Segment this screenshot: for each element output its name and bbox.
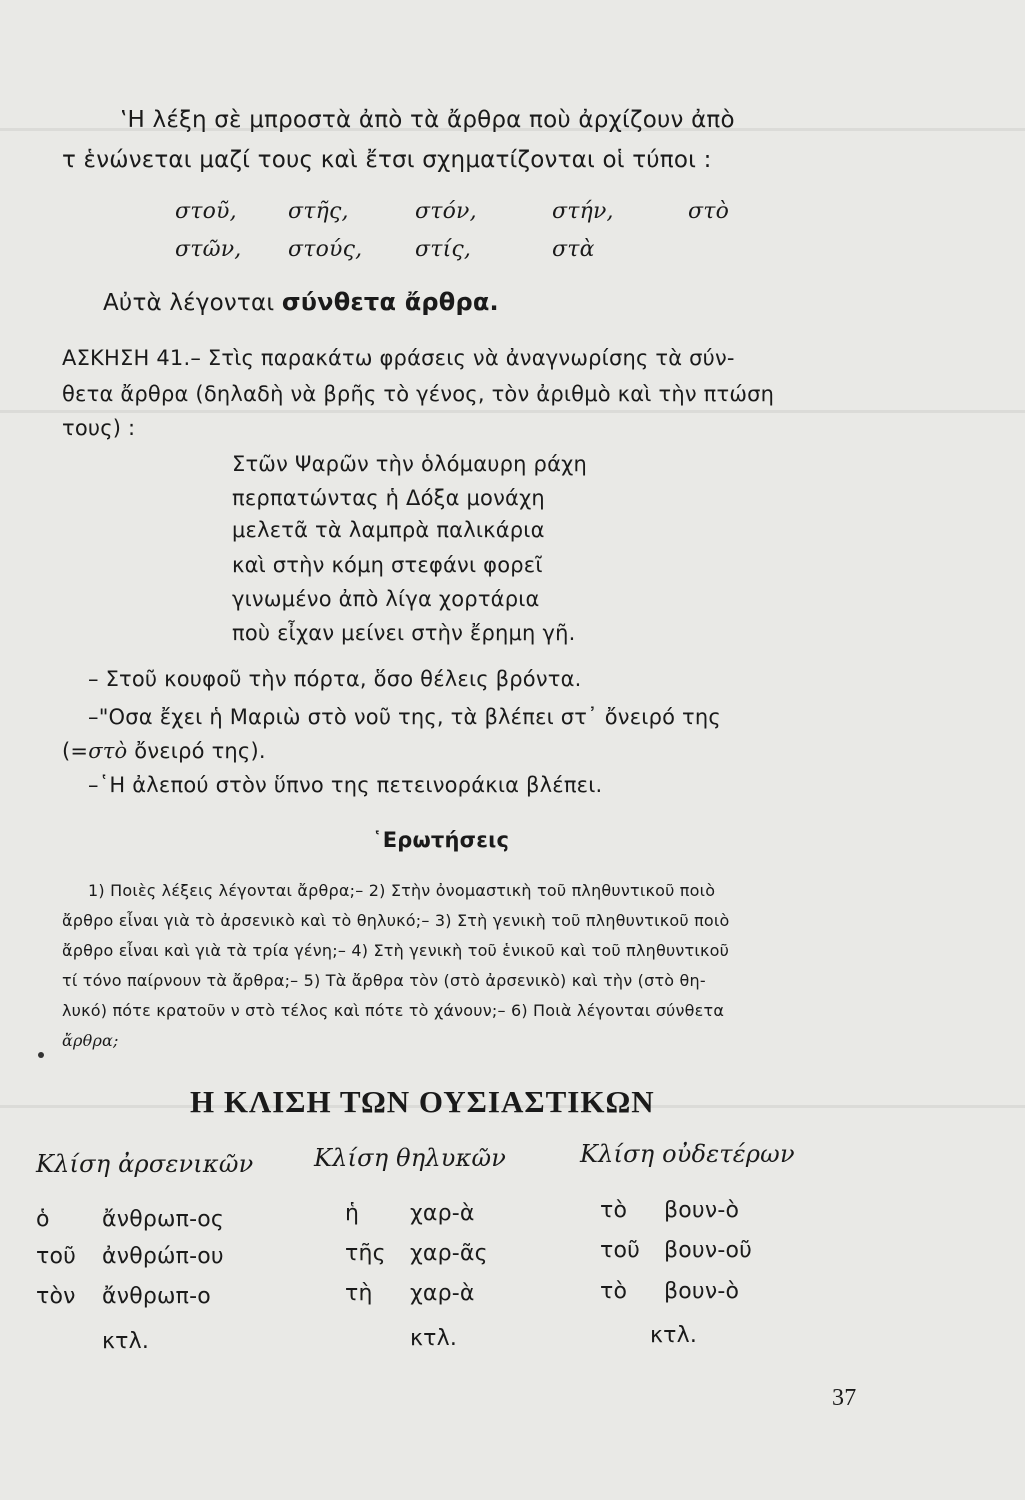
masc-article-nom: ὁ [36, 1207, 50, 1232]
form-sto: στὸ [688, 199, 730, 224]
form-stous: στούς, [288, 237, 363, 262]
bullet-dot [38, 1052, 44, 1058]
neut-form-nom: βουν-ὸ [664, 1198, 740, 1223]
sentence-2: –"Οσα ἔχει ἡ Μαριὼ στὸ νοῦ της, τὰ βλέπει στ᾽ ὄνειρό της [88, 705, 721, 729]
header-masculine: Κλίση ἀρσενικῶν [36, 1150, 254, 1178]
masc-article-gen: τοῦ [36, 1244, 77, 1269]
compound-term: σύνθετα ἄρθρα. [281, 288, 499, 316]
intro-line-1: ‛Η λέξη σὲ μπροστὰ ἀπὸ τὰ ἄρθρα ποὺ ἀρχίζουν ἀπὸ [120, 107, 735, 133]
questions-line-3: ἄρθρο εἶναι καὶ γιὰ τὰ τρία γένη;– 4) Στὴ γενικὴ τοῦ ἑνικοῦ καὶ τοῦ πληθυντικοῦ [62, 941, 730, 960]
poem-line-1: Στῶν Ψαρῶν τὴν ὁλόμαυρη ράχη [232, 452, 587, 476]
header-feminine: Κλίση θηλυκῶν [314, 1144, 507, 1172]
questions-line-4: τί τόνο παίρνουν τὰ ἄρθρα;– 5) Τὰ ἄρθρα τὸν (στὸ ἀρσενικὸ) καὶ τὴν (στὸ θη- [62, 971, 706, 990]
form-sta: στὰ [552, 237, 595, 262]
declension-title: Η ΚΛΙΣΗ ΤΩΝ ΟΥΣΙΑΣΤΙΚΩΝ [190, 1084, 655, 1119]
questions-line-5: λυκό) πότε κρατοῦν ν στὸ τέλος καὶ πότε τὸ χάνουν;– 6) Ποιὰ λέγονται σύνθετα [62, 1001, 725, 1020]
scan-artifact [0, 410, 1025, 413]
exercise-line-2: θετα ἄρθρα (δηλαδὴ νὰ βρῆς τὸ γένος, τὸν ἀριθμὸ καὶ τὴν πτώση [62, 382, 775, 406]
poem-line-5: γινωμένο ἀπὸ λίγα χορτάρια [232, 587, 540, 611]
fem-form-nom: χαρ-ὰ [410, 1201, 475, 1226]
questions-line-2: ἄρθρο εἶναι γιὰ τὸ ἀρσενικὸ καὶ τὸ θηλυκό;– 3) Στὴ γενικὴ τοῦ πληθυντικοῦ ποιὸ [62, 911, 730, 930]
questions-heading: ῾Ερωτήσεις [372, 828, 510, 852]
poem-line-4: καὶ στὴν κόμη στεφάνι φορεῖ [232, 553, 543, 577]
fem-etc: κτλ. [410, 1326, 458, 1351]
form-stin: στήν, [552, 199, 614, 224]
fem-article-gen: τῆς [345, 1241, 386, 1266]
neut-article-acc: τὸ [600, 1279, 628, 1304]
form-stis-plural: στίς, [415, 237, 472, 262]
masc-form-acc: ἄνθρωπ-ο [102, 1284, 211, 1309]
fem-form-gen: χαρ-ᾶς [410, 1241, 488, 1266]
neut-form-gen: βουν-οῦ [664, 1238, 753, 1263]
neut-form-acc: βουν-ὸ [664, 1279, 740, 1304]
masc-form-gen: ἀνθρώπ-ου [102, 1244, 224, 1269]
sentence-4: –῾Η ἀλεπού στὸν ὕπνο της πετεινοράκια βλέπει. [88, 773, 603, 797]
fem-form-acc: χαρ-ὰ [410, 1281, 475, 1306]
form-ston-plural: στῶν, [175, 237, 242, 262]
compound-prefix: Αὐτὰ λέγονται [103, 290, 275, 316]
poem-line-3: μελετᾶ τὰ λαμπρὰ παλικάρια [232, 518, 545, 542]
questions-line-6: ἄρθρα; [62, 1031, 119, 1050]
sentence-3 [62, 737, 266, 765]
form-stou: στοῦ, [175, 199, 237, 224]
neut-etc: κτλ. [650, 1323, 698, 1348]
fem-article-acc: τὴ [345, 1281, 373, 1306]
questions-line-1: 1) Ποιὲς λέξεις λέγονται ἄρθρα;– 2) Στὴν ὀνομαστικὴ τοῦ πληθυντικοῦ ποιὸ [88, 881, 716, 900]
sentence-3-open: (= [62, 739, 89, 763]
intro-line-2: τ ἑνώνεται μαζί τους καὶ ἔτσι σχηματίζονται οἱ τύποι : [62, 147, 712, 173]
masc-etc: κτλ. [102, 1329, 150, 1354]
neut-article-gen: τοῦ [600, 1238, 641, 1263]
masc-form-nom: ἄνθρωπ-ος [102, 1207, 224, 1232]
poem-line-6: ποὺ εἶχαν μείνει στὴν ἔρημη γῆ. [232, 621, 576, 645]
masc-article-acc: τὸν [36, 1284, 76, 1309]
poem-line-2: περπατώντας ἡ Δόξα μονάχη [232, 486, 545, 510]
form-ston: στόν, [415, 199, 477, 224]
sentence-1: – Στοῦ κουφοῦ τὴν πόρτα, ὅσο θέλεις βρόντα. [88, 667, 582, 691]
exercise-line-3: τους) : [62, 416, 136, 440]
compound-line [103, 288, 499, 317]
exercise-line-1: ΑΣΚΗΣΗ 41.– Στὶς παρακάτω φράσεις νὰ ἀναγνωρίσης τὰ σύν- [62, 346, 735, 370]
neut-article-nom: τὸ [600, 1198, 628, 1223]
header-neuter: Κλίση οὐδετέρων [580, 1140, 795, 1168]
fem-article-nom: ἡ [345, 1201, 360, 1226]
page-number: 37 [832, 1385, 857, 1411]
form-stis: στῆς, [288, 199, 349, 224]
sentence-3-rest: ὄνειρό της). [127, 739, 266, 763]
sentence-3-italic: στὸ [88, 739, 128, 763]
